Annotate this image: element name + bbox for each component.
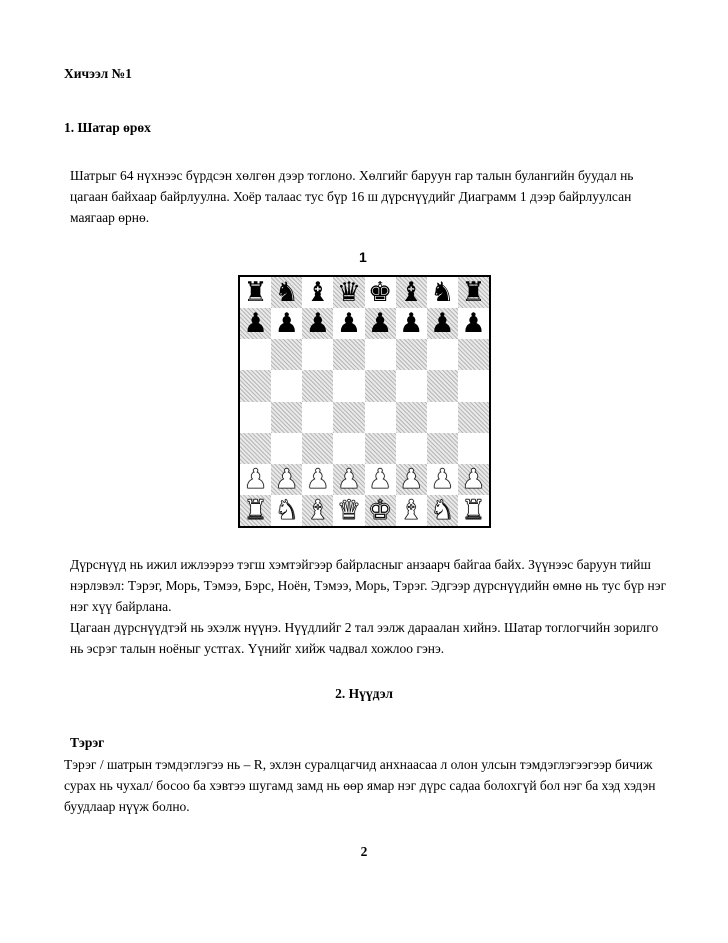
lesson-title: Хичээл №1 xyxy=(64,66,132,81)
page-number: 2 xyxy=(360,844,368,859)
board-square xyxy=(333,277,364,308)
subsection-title-rook: Тэрэг xyxy=(70,735,105,750)
board-square xyxy=(396,402,427,433)
white-pawn-icon: ♟ xyxy=(243,463,268,495)
board-square xyxy=(458,308,489,339)
white-knight-icon: ♞ xyxy=(430,494,455,526)
board-square xyxy=(427,402,458,433)
board-square xyxy=(333,433,364,464)
white-pawn-icon: ♟ xyxy=(336,463,362,495)
board-square xyxy=(396,370,427,401)
board-square xyxy=(302,308,333,339)
board-square xyxy=(458,464,489,495)
paragraph-goal-text: Цагаан дүрснүүдтэй нь эхэлж нүүнэ. Нүүдлийг 2 тал ээлж дараалан хийнэ. Шатар тоглогчийн зорилго нь эсрэг талын ноёныг устгах. Үүнийг хийж чадвал хожлоо гэнэ. xyxy=(70,620,659,656)
white-bishop-icon: ♝ xyxy=(305,494,330,526)
black-pawn-icon: ♟ xyxy=(305,308,330,340)
board-square xyxy=(240,402,271,433)
section-title-setup: 1. Шатар өрөх xyxy=(64,120,151,135)
black-rook-icon: ♜ xyxy=(461,277,486,309)
board-square xyxy=(458,402,489,433)
board-square xyxy=(240,433,271,464)
board-square xyxy=(427,464,458,495)
section-title-moves: 2. Нүүдэл xyxy=(335,686,393,701)
paragraph-rook-text: Тэрэг / шатрын тэмдэглэгээ нь – R, эхлэн суралцагчид анхнаасаа л олон улсын тэмдэглэгээгээр бичиж сурах нь чухал/ босоо ба хэвтээ шугамд замд нь өөр ямар нэг дүрс садаа болохгүй бол нэг ба хэд хэдэн буудлаар нүүж болно. xyxy=(64,757,656,814)
board-square xyxy=(302,402,333,433)
black-pawn-icon: ♟ xyxy=(243,308,268,340)
board-square xyxy=(240,495,271,526)
black-queen-icon: ♛ xyxy=(336,277,362,309)
board-square xyxy=(271,433,302,464)
white-pawn-icon: ♟ xyxy=(430,463,455,495)
white-pawn-icon: ♟ xyxy=(367,463,393,495)
black-pawn-icon: ♟ xyxy=(336,308,362,340)
board-square xyxy=(365,339,396,370)
black-pawn-icon: ♟ xyxy=(461,308,486,340)
black-pawn-icon: ♟ xyxy=(367,308,393,340)
chess-board-diagram xyxy=(238,275,491,528)
board-square xyxy=(333,339,364,370)
board-square xyxy=(396,339,427,370)
board-square xyxy=(427,308,458,339)
black-king-icon: ♚ xyxy=(367,277,393,309)
board-square xyxy=(240,277,271,308)
black-pawn-icon: ♟ xyxy=(399,308,424,340)
board-square xyxy=(396,464,427,495)
white-rook-icon: ♜ xyxy=(461,494,486,526)
board-square xyxy=(458,339,489,370)
board-square xyxy=(271,308,302,339)
white-pawn-icon: ♟ xyxy=(305,463,330,495)
white-pawn-icon: ♟ xyxy=(274,463,299,495)
board-square xyxy=(365,464,396,495)
white-king-icon: ♚ xyxy=(367,494,393,526)
board-square xyxy=(427,433,458,464)
board-square xyxy=(302,370,333,401)
intro-paragraph-text: Шатрыг 64 нүхнээс бүрдсэн хөлгөн дээр тоглоно. Хөлгийг баруун гар талын булангийн буудал нь цагаан байхаар байрлуулна. Хоёр талаас тус бүр 16 ш дүрснүүдийг Диаграмм 1 дээр байрлуулсан маягаар өрнө. xyxy=(70,168,634,225)
board-square xyxy=(396,495,427,526)
board-square xyxy=(365,370,396,401)
board-square xyxy=(302,277,333,308)
black-pawn-icon: ♟ xyxy=(430,308,455,340)
board-square xyxy=(302,495,333,526)
board-square xyxy=(427,495,458,526)
paragraph-goal xyxy=(64,617,674,659)
board-square xyxy=(396,277,427,308)
board-square xyxy=(271,495,302,526)
board-square xyxy=(365,277,396,308)
board-square xyxy=(427,277,458,308)
board-square xyxy=(458,433,489,464)
board-square xyxy=(302,339,333,370)
white-pawn-icon: ♟ xyxy=(399,463,424,495)
board-square xyxy=(240,464,271,495)
board-square xyxy=(365,402,396,433)
board-square xyxy=(302,464,333,495)
board-square xyxy=(240,370,271,401)
black-pawn-icon: ♟ xyxy=(274,308,299,340)
black-knight-icon: ♞ xyxy=(430,277,455,309)
white-knight-icon: ♞ xyxy=(274,494,299,526)
diagram-number: 1 xyxy=(359,249,367,265)
board-square xyxy=(427,370,458,401)
board-square xyxy=(427,339,458,370)
black-bishop-icon: ♝ xyxy=(305,277,330,309)
white-queen-icon: ♛ xyxy=(336,494,362,526)
board-square xyxy=(396,308,427,339)
board-square xyxy=(271,402,302,433)
board-square xyxy=(458,370,489,401)
board-square xyxy=(333,370,364,401)
black-bishop-icon: ♝ xyxy=(399,277,424,309)
black-knight-icon: ♞ xyxy=(274,277,299,309)
board-square xyxy=(271,370,302,401)
board-square xyxy=(333,402,364,433)
board-square xyxy=(458,495,489,526)
board-square xyxy=(271,464,302,495)
white-bishop-icon: ♝ xyxy=(399,494,424,526)
paragraph-piece-names xyxy=(64,554,674,617)
board-square xyxy=(271,277,302,308)
board-square xyxy=(333,495,364,526)
board-square xyxy=(271,339,302,370)
board-square xyxy=(240,308,271,339)
black-rook-icon: ♜ xyxy=(243,277,268,309)
board-square xyxy=(333,464,364,495)
board-square xyxy=(240,339,271,370)
board-square xyxy=(396,433,427,464)
board-square xyxy=(365,495,396,526)
intro-paragraph xyxy=(64,165,674,228)
board-square xyxy=(365,308,396,339)
board-square xyxy=(365,433,396,464)
board-square xyxy=(302,433,333,464)
paragraph-piece-names-text: Дүрснүүд нь ижил ижлээрээ тэгш хэмтэйгээр байрласныг анзаарч байгаа байх. Зүүнээс баруун тийш нэрлэвэл: Тэрэг, Морь, Тэмээ, Бэрс, Ноён, Тэмээ, Морь, Тэрэг. Эдгээр дүрснүүдийн өмнө нь тус бүр нэг нэг хүү байрлана. xyxy=(70,557,667,614)
paragraph-rook xyxy=(64,754,668,817)
white-pawn-icon: ♟ xyxy=(461,463,486,495)
white-rook-icon: ♜ xyxy=(243,494,268,526)
board-square xyxy=(333,308,364,339)
board-square xyxy=(458,277,489,308)
